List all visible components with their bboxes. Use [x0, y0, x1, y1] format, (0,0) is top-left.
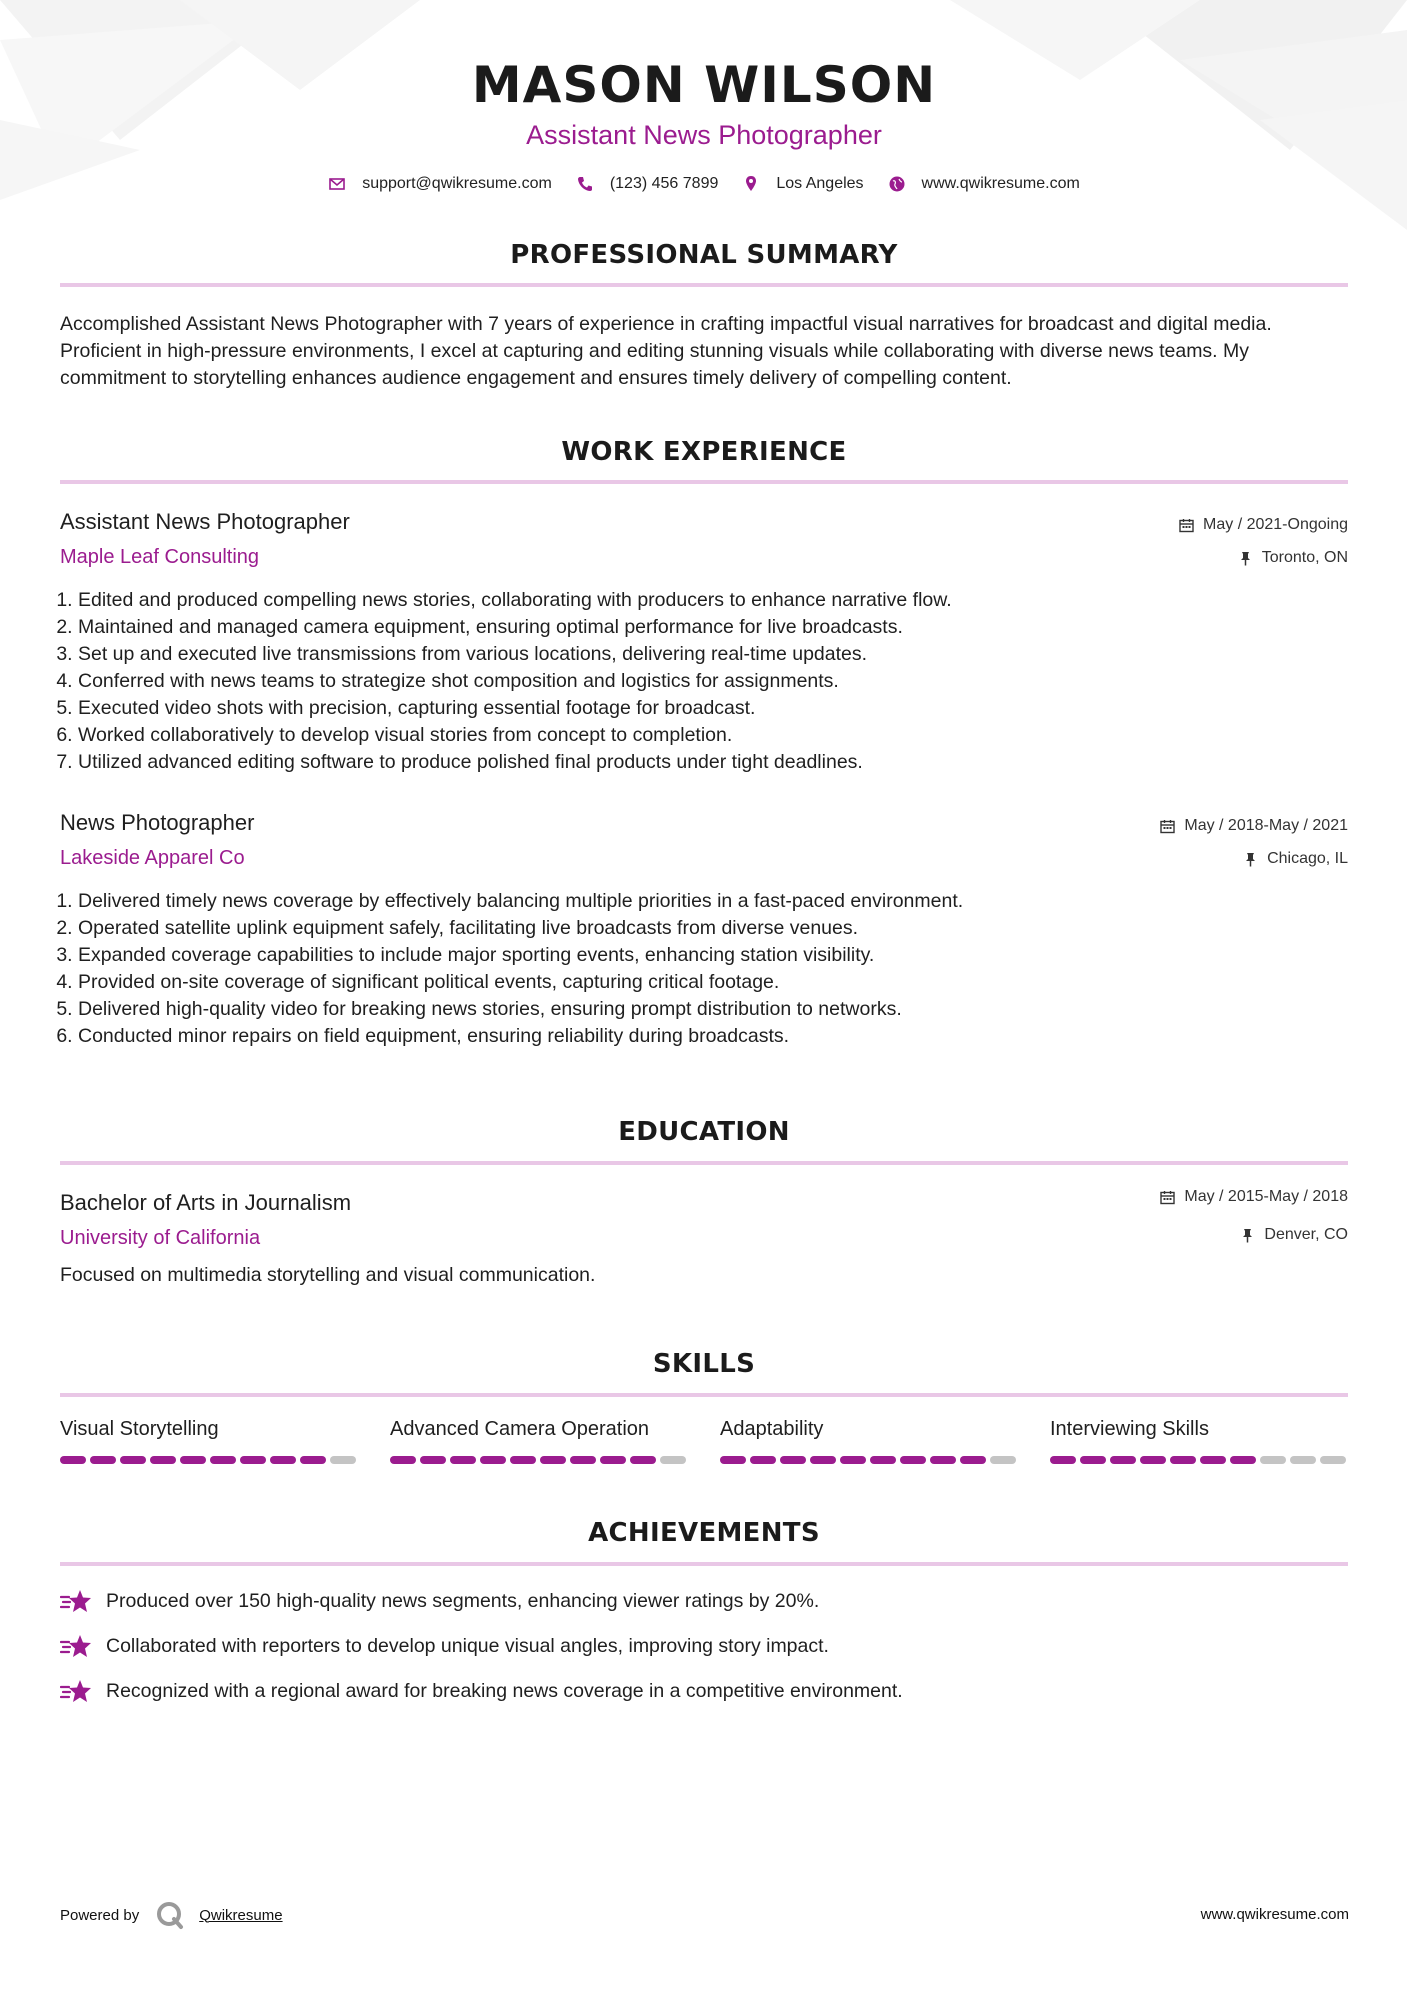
- skill-rating-segment: [1320, 1456, 1346, 1464]
- calendar-icon: [1160, 1190, 1175, 1205]
- job-title: News Photographer: [60, 810, 255, 835]
- job-dates: [1160, 817, 1348, 835]
- skill-rating-segment: [420, 1456, 446, 1464]
- contact-location: [742, 175, 863, 193]
- achievement-text: Produced over 150 high-quality news segments, enhancing viewer ratings by 20%.: [106, 1589, 820, 1612]
- skill-rating-segment: [960, 1456, 986, 1464]
- shooting-star-icon: [60, 1678, 92, 1704]
- contact-website-text: www.qwikresume.com: [921, 175, 1080, 192]
- skill-name: Advanced Camera Operation: [390, 1418, 650, 1440]
- contact-location-text: Los Angeles: [776, 175, 864, 192]
- contact-phone-text: (123) 456 7899: [609, 175, 719, 192]
- skill-rating-segment: [780, 1456, 806, 1464]
- job-bullet-list: [60, 888, 1366, 1050]
- contact-website[interactable]: [888, 175, 1080, 193]
- skill-item: [60, 1418, 360, 1464]
- skill-item: [1050, 1418, 1350, 1464]
- job-location: [1243, 850, 1348, 868]
- skill-rating-segment: [1290, 1456, 1316, 1464]
- skill-rating-segment: [990, 1456, 1016, 1464]
- skill-rating-segment: [1140, 1456, 1166, 1464]
- shooting-star-icon: [60, 1588, 92, 1614]
- list-item: 5. Delivered high-quality video for breaking news stories, ensuring prompt distribution to networks.: [78, 996, 1366, 1023]
- calendar-icon: [1160, 819, 1175, 834]
- contact-email[interactable]: [328, 175, 552, 193]
- skill-rating-segment: [1200, 1456, 1226, 1464]
- skills-divider: [60, 1393, 1348, 1397]
- skill-item: [390, 1418, 690, 1464]
- list-item: 6. Worked collaboratively to develop visual stories from concept to completion.: [78, 722, 1366, 749]
- skill-rating-segment: [1110, 1456, 1136, 1464]
- summary-text: Accomplished Assistant News Photographer with 7 years of experience in crafting impactful visual narratives for broadcast and digital media. Proficient in high-pressure environments, I excel at capturing and editing stunning visuals while collaborating with diverse news teams. My commitment to storytelling enhances audience engagement and ensures timely delivery of compelling content.: [60, 313, 1272, 389]
- company-name: Lakeside Apparel Co: [60, 847, 245, 869]
- candidate-title: Assistant News Photographer: [526, 120, 882, 150]
- achievements-divider: [60, 1562, 1348, 1566]
- job-location-text: Chicago, IL: [1267, 850, 1348, 867]
- skill-rating: [60, 1456, 360, 1464]
- candidate-name: MASON WILSON: [471, 56, 937, 114]
- shooting-star-icon: [60, 1633, 92, 1659]
- skill-rating-segment: [810, 1456, 836, 1464]
- skill-rating-segment: [540, 1456, 566, 1464]
- skill-rating-segment: [1170, 1456, 1196, 1464]
- skill-rating-segment: [120, 1456, 146, 1464]
- list-item: 3. Expanded coverage capabilities to include major sporting events, enhancing station visibility.: [78, 942, 1366, 969]
- education-location: [1240, 1226, 1348, 1244]
- list-item: 3. Set up and executed live transmissions from various locations, delivering real-time updates.: [78, 641, 1366, 668]
- skill-rating-segment: [270, 1456, 296, 1464]
- skill-rating: [1050, 1456, 1350, 1464]
- list-item: 5. Executed video shots with precision, capturing essential footage for broadcast.: [78, 695, 1366, 722]
- job-bullet-list: [60, 587, 1366, 776]
- skill-rating-segment: [1050, 1456, 1076, 1464]
- achievement-text: Recognized with a regional award for breaking news coverage in a competitive environment.: [106, 1679, 903, 1702]
- skill-rating-segment: [240, 1456, 266, 1464]
- skill-rating-segment: [870, 1456, 896, 1464]
- job-dates-text: May / 2021-Ongoing: [1203, 516, 1348, 533]
- experience-heading: WORK EXPERIENCE: [561, 437, 847, 467]
- map-pin-icon: [742, 175, 760, 193]
- list-item: 4. Provided on-site coverage of significant political events, capturing critical footage.: [78, 969, 1366, 996]
- skill-rating-segment: [300, 1456, 326, 1464]
- skill-rating-segment: [150, 1456, 176, 1464]
- job-dates-text: May / 2018-May / 2021: [1184, 817, 1348, 834]
- skill-rating-segment: [630, 1456, 656, 1464]
- education-dates-text: May / 2015-May / 2018: [1184, 1188, 1348, 1205]
- education-location-text: Denver, CO: [1264, 1226, 1348, 1243]
- job-dates: [1179, 516, 1348, 534]
- summary-divider: [60, 283, 1348, 287]
- job-location: [1238, 549, 1348, 567]
- skill-rating: [390, 1456, 690, 1464]
- contact-email-text: support@qwikresume.com: [362, 175, 552, 192]
- skill-rating-segment: [1260, 1456, 1286, 1464]
- summary-heading: PROFESSIONAL SUMMARY: [510, 240, 898, 270]
- education-heading: EDUCATION: [618, 1117, 790, 1147]
- skill-rating-segment: [750, 1456, 776, 1464]
- list-item: 2. Maintained and managed camera equipment, ensuring optimal performance for live broadcasts.: [78, 614, 1366, 641]
- achievement-item: [60, 1588, 1348, 1614]
- list-item: 1. Edited and produced compelling news stories, collaborating with producers to enhance narrative flow.: [78, 587, 1366, 614]
- skill-rating-segment: [450, 1456, 476, 1464]
- skill-rating-segment: [90, 1456, 116, 1464]
- skill-rating-segment: [720, 1456, 746, 1464]
- footer-powered-by: [60, 1900, 283, 1930]
- achievement-item: [60, 1678, 1348, 1704]
- pushpin-icon: [1238, 551, 1253, 566]
- skills-heading: SKILLS: [652, 1349, 756, 1379]
- skill-rating-segment: [660, 1456, 686, 1464]
- pushpin-icon: [1240, 1228, 1255, 1243]
- education-divider: [60, 1161, 1348, 1165]
- achievement-text: Collaborated with reporters to develop unique visual angles, improving story impact.: [106, 1634, 829, 1657]
- achievement-item: [60, 1633, 1348, 1659]
- skill-rating-segment: [1230, 1456, 1256, 1464]
- education-description: Focused on multimedia storytelling and visual communication.: [60, 1264, 596, 1286]
- job-title: Assistant News Photographer: [60, 509, 350, 534]
- globe-icon: [888, 175, 906, 193]
- skill-rating-segment: [840, 1456, 866, 1464]
- skill-name: Adaptability: [720, 1418, 824, 1440]
- skill-name: Interviewing Skills: [1050, 1418, 1209, 1440]
- skill-rating-segment: [510, 1456, 536, 1464]
- contact-bar: [60, 172, 1348, 196]
- footer-url[interactable]: www.qwikresume.com: [1200, 1906, 1349, 1923]
- skill-rating-segment: [480, 1456, 506, 1464]
- list-item: 6. Conducted minor repairs on field equipment, ensuring reliability during broadcasts.: [78, 1023, 1366, 1050]
- list-item: 2. Operated satellite uplink equipment safely, facilitating live broadcasts from diverse venues.: [78, 915, 1366, 942]
- list-item: 7. Utilized advanced editing software to produce polished final products under tight deadlines.: [78, 749, 1366, 776]
- company-name: Maple Leaf Consulting: [60, 546, 260, 568]
- pushpin-icon: [1243, 852, 1258, 867]
- powered-by-label: Powered by: [60, 1906, 140, 1924]
- skill-rating-segment: [1080, 1456, 1106, 1464]
- list-item: 1. Delivered timely news coverage by effectively balancing multiple priorities in a fast-paced environment.: [78, 888, 1366, 915]
- job-location-text: Toronto, ON: [1261, 549, 1348, 566]
- skill-rating-segment: [60, 1456, 86, 1464]
- list-item: 4. Conferred with news teams to strategize shot composition and logistics for assignments.: [78, 668, 1366, 695]
- education-dates: [1160, 1188, 1348, 1206]
- skill-item: [720, 1418, 1020, 1464]
- qwikresume-link[interactable]: Qwikresume: [199, 1906, 283, 1924]
- skill-rating-segment: [900, 1456, 926, 1464]
- contact-phone[interactable]: [576, 175, 719, 193]
- qwikresume-logo-icon: [155, 1900, 185, 1930]
- degree-title: Bachelor of Arts in Journalism: [60, 1190, 352, 1215]
- calendar-icon: [1179, 518, 1194, 533]
- skill-rating: [720, 1456, 1020, 1464]
- skill-rating-segment: [330, 1456, 356, 1464]
- skill-rating-segment: [930, 1456, 956, 1464]
- experience-divider: [60, 480, 1348, 484]
- envelope-icon: [328, 175, 346, 193]
- skill-name: Visual Storytelling: [60, 1418, 219, 1440]
- phone-icon: [576, 175, 594, 193]
- skill-rating-segment: [570, 1456, 596, 1464]
- skill-rating-segment: [210, 1456, 236, 1464]
- school-name: University of California: [60, 1227, 261, 1249]
- skill-rating-segment: [600, 1456, 626, 1464]
- skill-rating-segment: [390, 1456, 416, 1464]
- achievements-heading: ACHIEVEMENTS: [588, 1518, 820, 1548]
- skill-rating-segment: [180, 1456, 206, 1464]
